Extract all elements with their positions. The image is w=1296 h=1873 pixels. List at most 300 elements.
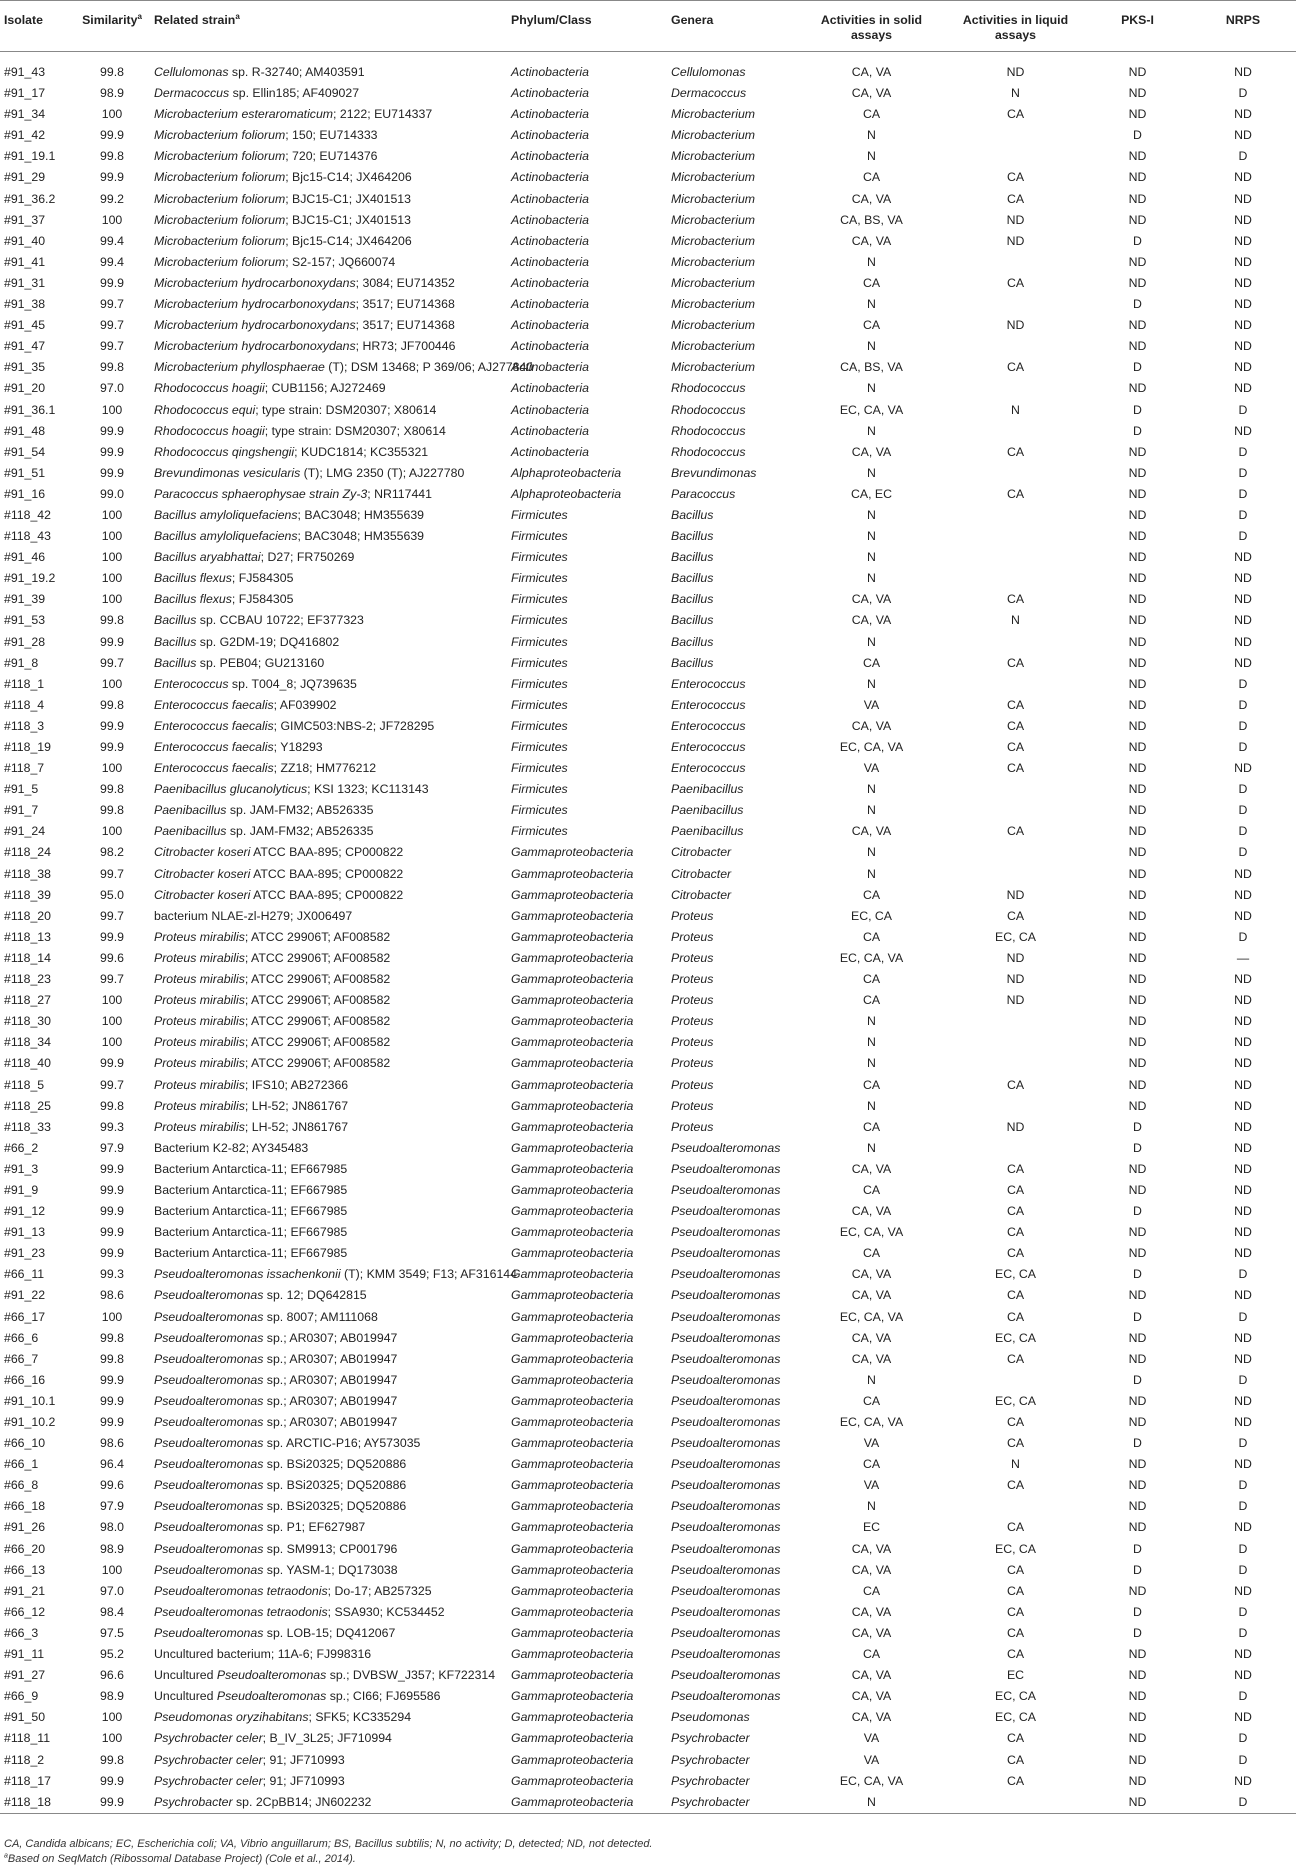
phylum-cell: Gammaproteobacteria: [511, 1457, 634, 1472]
isolate-cell: #91_29: [4, 170, 46, 185]
liquid-assay-cell: CA: [1006, 1583, 1025, 1598]
nrps-cell: ND: [1234, 107, 1252, 122]
genera-cell: Pseudoalteromonas: [671, 1182, 781, 1197]
nrps-cell: ND: [1234, 65, 1252, 79]
solid-assay-cell: EC, CA: [851, 908, 892, 923]
similarity-cell: 100: [101, 761, 123, 776]
table-row: [0, 1475, 1296, 1496]
phylum-cell: Gammaproteobacteria: [511, 1668, 634, 1683]
genera-cell: Pseudoalteromonas: [671, 1436, 781, 1451]
genera-cell: Psychrobacter: [667, 1792, 797, 1814]
solid-assay-cell: N: [867, 339, 876, 354]
isolate-cell: #66_11: [4, 1267, 45, 1282]
similarity-cell: 99.7: [100, 297, 124, 312]
table-row: [0, 568, 1296, 589]
liquid-assay-cell: CA: [1006, 592, 1025, 607]
liquid-assay-cell: ND: [1006, 212, 1025, 227]
liquid-assay-cell: [942, 1792, 1085, 1814]
genera-cell: Citrobacter: [671, 887, 732, 902]
similarity-cell: 99.8: [100, 1752, 124, 1767]
phylum-cell: Gammaproteobacteria: [511, 950, 634, 965]
nrps-cell: D: [1238, 402, 1248, 417]
related-strain-cell: Bacterium Antarctica-11; EF667985: [154, 1225, 348, 1240]
similarity-cell: 97.0: [100, 1583, 124, 1598]
isolate-cell: #91_7: [4, 803, 39, 818]
table-row: [0, 1201, 1296, 1222]
table-row: [0, 695, 1296, 716]
genera-cell: Microbacterium: [671, 318, 756, 333]
solid-assay-cell: N: [867, 529, 876, 544]
phylum-cell: Actinobacteria: [511, 423, 589, 438]
nrps-cell: D: [1238, 1752, 1248, 1767]
related-strain-cell: Pseudoalteromonas tetraodonis; Do-17; AB257325: [154, 1583, 432, 1598]
isolate-cell: #91_34: [4, 107, 46, 122]
isolate-cell: #91_10.2: [4, 1415, 56, 1429]
isolate-cell: #118_23: [4, 972, 51, 987]
liquid-assay-cell: [942, 1053, 1085, 1074]
similarity-cell: 100: [101, 1014, 123, 1029]
isolate-cell: #118_20: [4, 908, 51, 923]
genera-cell: Rhodococcus: [671, 423, 746, 438]
solid-assay-cell: CA: [862, 972, 881, 987]
nrps-cell: D: [1238, 782, 1248, 797]
pks-cell: ND: [1128, 571, 1147, 586]
similarity-cell: 100: [101, 993, 123, 1008]
liquid-assay-cell: ND: [1006, 1119, 1025, 1134]
pks-cell: ND: [1128, 908, 1147, 923]
similarity-cell: 99.9: [100, 1182, 124, 1197]
pks-cell: ND: [1128, 381, 1147, 396]
table-row: [0, 1349, 1296, 1370]
table-row: [0, 1264, 1296, 1285]
isolate-cell: #91_12: [4, 1204, 46, 1219]
nrps-cell: ND: [1234, 1710, 1252, 1725]
solid-assay-cell: CA, VA: [851, 824, 892, 839]
table-row: [0, 1159, 1296, 1180]
nrps-cell: ND: [1234, 360, 1252, 375]
related-strain-cell: Pseudoalteromonas sp.; AR0307; AB019947: [154, 1415, 398, 1429]
solid-assay-cell: N: [867, 866, 876, 881]
genera-cell: Bacillus: [671, 634, 714, 649]
table-row: [0, 146, 1296, 167]
solid-assay-cell: N: [867, 381, 876, 396]
isolate-cell: #118_43: [4, 529, 51, 544]
liquid-assay-cell: CA: [1006, 761, 1025, 776]
similarity-cell: 99.2: [100, 191, 124, 206]
solid-assay-cell: EC, CA, VA: [839, 402, 904, 417]
genera-cell: Pseudoalteromonas: [671, 1541, 781, 1556]
phylum-cell: Gammaproteobacteria: [511, 1562, 634, 1577]
genera-cell: Microbacterium: [671, 233, 756, 248]
phylum-cell: Firmicutes: [511, 613, 568, 628]
table-row: [0, 1602, 1296, 1623]
isolate-cell: #118_17: [4, 1773, 51, 1788]
similarity-cell: 99.7: [100, 972, 124, 987]
related-strain-cell: Proteus mirabilis; LH-52; JN861767: [154, 1098, 349, 1113]
genera-cell: Bacillus: [671, 550, 714, 565]
pks-cell: D: [1133, 128, 1142, 143]
nrps-cell: ND: [1234, 191, 1252, 206]
solid-assay-cell: N: [867, 1499, 876, 1514]
liquid-assay-cell: CA: [1006, 1478, 1025, 1493]
solid-assay-cell: EC, CA, VA: [839, 1309, 904, 1324]
table-row: [0, 1750, 1296, 1771]
liquid-assay-cell: CA: [1006, 1351, 1025, 1366]
isolate-cell: #91_11: [4, 1647, 45, 1662]
isolate-cell: #118_13: [4, 929, 51, 944]
liquid-assay-cell: ND: [1006, 65, 1025, 79]
header-nrps: NRPS: [1225, 13, 1261, 27]
nrps-cell: ND: [1234, 1668, 1252, 1683]
related-strain-cell: Proteus mirabilis; ATCC 29906T; AF008582: [154, 929, 391, 944]
table-footnotes: [4, 1837, 653, 1867]
similarity-cell: 99.0: [100, 486, 124, 501]
nrps-cell: ND: [1234, 233, 1252, 248]
genera-cell: Pseudoalteromonas: [671, 1225, 781, 1240]
isolate-cell: #118_14: [4, 950, 51, 965]
table-row: [0, 104, 1296, 125]
nrps-cell: D: [1238, 1604, 1248, 1619]
similarity-cell: 99.8: [100, 65, 124, 79]
nrps-cell: D: [1238, 1562, 1248, 1577]
nrps-cell: D: [1238, 486, 1248, 501]
solid-assay-cell: CA, VA: [851, 1668, 892, 1683]
related-strain-cell: Microbacterium foliorum; S2-157; JQ660074: [154, 254, 396, 269]
related-strain-cell: Enterococcus faecalis; Y18293: [154, 740, 323, 754]
liquid-assay-cell: [942, 505, 1085, 526]
genera-cell: Pseudoalteromonas: [671, 1267, 781, 1282]
pks-cell: ND: [1128, 529, 1147, 544]
pks-cell: ND: [1128, 107, 1147, 122]
pks-cell: ND: [1128, 1056, 1147, 1071]
similarity-cell: 100: [101, 212, 123, 227]
genera-cell: Rhodococcus: [671, 381, 746, 396]
related-strain-cell: Pseudoalteromonas tetraodonis; SSA930; KC534452: [154, 1604, 445, 1619]
table-row: [0, 610, 1296, 631]
related-strain-cell: Pseudoalteromonas sp.; AR0307; AB019947: [154, 1372, 398, 1387]
liquid-assay-cell: EC, CA: [995, 1393, 1036, 1408]
similarity-cell: 99.9: [100, 170, 124, 185]
table-row: [0, 1180, 1296, 1201]
pks-cell: ND: [1128, 845, 1147, 860]
related-strain-cell: Rhodococcus qingshengii; KUDC1814; KC355321: [154, 444, 429, 459]
similarity-cell: 100: [101, 402, 123, 417]
table-row: [0, 210, 1296, 231]
nrps-cell: ND: [1234, 1014, 1252, 1029]
liquid-assay-cell: EC, CA: [995, 1710, 1036, 1725]
phylum-cell: Firmicutes: [511, 740, 568, 754]
liquid-assay-cell: CA: [1006, 1161, 1025, 1176]
isolate-cell: #118_1: [4, 676, 45, 691]
table-row: [0, 1117, 1296, 1138]
genera-cell: Pseudoalteromonas: [671, 1246, 781, 1261]
phylum-cell: Firmicutes: [511, 697, 568, 712]
solid-assay-cell: N: [867, 803, 876, 818]
header-similarity: Similarity$^a$: [82, 11, 142, 27]
similarity-cell: 99.9: [100, 1204, 124, 1219]
pks-cell: D: [1133, 297, 1142, 312]
table-row: [0, 969, 1296, 990]
related-strain-cell: Enterococcus faecalis; ZZ18; HM776212: [154, 761, 377, 776]
pks-cell: ND: [1128, 887, 1147, 902]
liquid-assay-cell: CA: [1006, 486, 1025, 501]
table-row: [0, 800, 1296, 821]
isolate-cell: #91_46: [4, 550, 46, 565]
related-strain-cell: Bacterium Antarctica-11; EF667985: [154, 1204, 348, 1219]
solid-assay-cell: CA, VA: [851, 1689, 892, 1704]
genera-cell: Microbacterium: [671, 339, 756, 354]
isolate-cell: #91_8: [4, 655, 39, 670]
solid-assay-cell: CA: [862, 1583, 881, 1598]
table-row: [0, 1496, 1296, 1517]
table-row: [0, 632, 1296, 653]
pks-cell: ND: [1128, 486, 1147, 501]
table-row: [0, 1370, 1296, 1391]
solid-assay-cell: CA, VA: [851, 191, 892, 206]
header-liquid-assays: Activities in liquid assays: [962, 13, 1069, 42]
solid-assay-cell: CA: [862, 1457, 881, 1472]
related-strain-cell: Pseudoalteromonas issachenkonii (T); KMM 3549; F13; AF316144: [154, 1267, 517, 1282]
isolate-cell: #91_53: [4, 613, 46, 628]
table-row: [0, 547, 1296, 568]
solid-assay-cell: N: [867, 507, 876, 522]
solid-assay-cell: VA: [863, 1436, 880, 1451]
related-strain-cell: Microbacterium phyllosphaerae (T); DSM 13468; P 369/06; AJ277840: [154, 360, 534, 375]
pks-cell: D: [1133, 1204, 1142, 1219]
liquid-assay-cell: [942, 842, 1085, 863]
genera-cell: Pseudoalteromonas: [671, 1668, 781, 1683]
isolate-cell: #118_4: [4, 697, 45, 712]
genera-cell: Bacillus: [671, 592, 714, 607]
nrps-cell: ND: [1234, 318, 1252, 333]
solid-assay-cell: EC, CA, VA: [839, 1773, 904, 1788]
related-strain-cell: Microbacterium foliorum; Bjc15-C14; JX464206: [154, 170, 412, 185]
pks-cell: D: [1133, 1625, 1142, 1640]
related-strain-cell: Microbacterium hydrocarbonoxydans; HR73; JF700446: [154, 339, 456, 354]
phylum-cell: Firmicutes: [511, 571, 568, 586]
isolate-cell: #66_1: [4, 1457, 39, 1472]
phylum-cell: Gammaproteobacteria: [511, 1098, 634, 1113]
genera-cell: Proteus: [671, 1014, 714, 1029]
related-strain-cell: Microbacterium esteraromaticum; 2122; EU714337: [154, 107, 433, 122]
solid-assay-cell: N: [867, 634, 876, 649]
genera-cell: Citrobacter: [671, 845, 732, 860]
nrps-cell: D: [1238, 676, 1248, 691]
solid-assay-cell: N: [867, 1372, 876, 1387]
phylum-cell: Gammaproteobacteria: [511, 1647, 634, 1662]
phylum-cell: Gammaproteobacteria: [511, 1625, 634, 1640]
pks-cell: ND: [1128, 1752, 1147, 1767]
genera-cell: Cellulomonas: [671, 65, 746, 79]
similarity-cell: 99.8: [100, 1330, 124, 1345]
phylum-cell: Actinobacteria: [511, 233, 589, 248]
related-strain-cell: Proteus mirabilis; ATCC 29906T; AF008582: [154, 1014, 391, 1029]
table-row: [0, 674, 1296, 695]
table-row: [0, 52, 1296, 84]
liquid-assay-cell: CA: [1006, 1562, 1025, 1577]
nrps-cell: D: [1238, 1267, 1248, 1282]
pks-cell: D: [1133, 1309, 1142, 1324]
phylum-cell: Gammaproteobacteria: [511, 1499, 634, 1514]
phylum-cell: Gammaproteobacteria: [511, 1393, 634, 1408]
isolate-cell: #91_16: [4, 486, 46, 501]
isolate-cell: #66_3: [4, 1625, 39, 1640]
liquid-assay-cell: [942, 1370, 1085, 1391]
nrps-cell: ND: [1234, 1161, 1252, 1176]
solid-assay-cell: CA, VA: [851, 65, 892, 79]
phylum-cell: Gammaproteobacteria: [511, 1035, 634, 1050]
table-row: [0, 294, 1296, 315]
table-row: [0, 653, 1296, 674]
table-row: [0, 125, 1296, 146]
nrps-cell: D: [1238, 697, 1248, 712]
nrps-cell: D: [1238, 444, 1248, 459]
related-strain-cell: Paracoccus sphaerophysae strain Zy-3; NR117441: [154, 486, 432, 501]
isolate-cell: #66_7: [4, 1351, 39, 1366]
liquid-assay-cell: CA: [1006, 697, 1025, 712]
similarity-cell: 96.6: [100, 1668, 124, 1683]
nrps-cell: ND: [1234, 339, 1252, 354]
isolate-cell: #118_30: [4, 1014, 51, 1029]
nrps-cell: D: [1238, 824, 1248, 839]
nrps-cell: ND: [1234, 571, 1252, 586]
header-related-strain: Related strain$^a$: [154, 11, 240, 27]
similarity-cell: 98.6: [100, 1436, 124, 1451]
table-row: [0, 779, 1296, 800]
pks-cell: ND: [1128, 993, 1147, 1008]
liquid-assay-cell: [942, 1011, 1085, 1032]
genera-cell: Microbacterium: [671, 254, 756, 269]
table-row: [0, 1539, 1296, 1560]
liquid-assay-cell: EC, CA: [995, 1689, 1036, 1704]
isolate-cell: #91_21: [4, 1583, 46, 1598]
nrps-cell: ND: [1234, 170, 1252, 185]
genera-cell: Proteus: [671, 1077, 714, 1092]
pks-cell: D: [1133, 402, 1142, 417]
pks-cell: ND: [1128, 170, 1147, 185]
nrps-cell: ND: [1234, 1204, 1252, 1219]
nrps-cell: D: [1238, 465, 1248, 480]
genera-cell: Pseudoalteromonas: [671, 1351, 781, 1366]
isolate-cell: #118_33: [4, 1119, 51, 1134]
isolate-cell: #66_10: [4, 1436, 46, 1451]
genera-cell: Rhodococcus: [671, 402, 746, 417]
nrps-cell: D: [1238, 1436, 1248, 1451]
isolate-cell: #91_20: [4, 381, 46, 396]
pks-cell: ND: [1128, 86, 1147, 101]
similarity-cell: 97.9: [100, 1499, 124, 1514]
similarity-cell: 99.4: [100, 254, 124, 269]
pks-cell: ND: [1128, 1415, 1147, 1429]
table-row: [0, 505, 1296, 526]
similarity-cell: 98.9: [100, 86, 124, 101]
similarity-cell: 99.7: [100, 1077, 124, 1092]
nrps-cell: D: [1238, 1625, 1248, 1640]
solid-assay-cell: N: [867, 1014, 876, 1029]
similarity-cell: 98.2: [100, 845, 124, 860]
liquid-assay-cell: ND: [1006, 887, 1025, 902]
genera-cell: Pseudoalteromonas: [671, 1625, 781, 1640]
similarity-cell: 99.9: [100, 740, 124, 754]
genera-cell: Microbacterium: [671, 149, 756, 164]
table-row: [0, 1644, 1296, 1665]
phylum-cell: Firmicutes: [511, 507, 568, 522]
related-strain-cell: Proteus mirabilis; LH-52; JN861767: [154, 1119, 349, 1134]
solid-assay-cell: N: [867, 423, 876, 438]
genera-cell: Pseudoalteromonas: [671, 1161, 781, 1176]
solid-assay-cell: CA: [862, 1119, 881, 1134]
liquid-assay-cell: CA: [1006, 824, 1025, 839]
phylum-cell: Firmicutes: [511, 803, 568, 818]
pks-cell: D: [1133, 233, 1142, 248]
solid-assay-cell: CA, VA: [851, 1710, 892, 1725]
solid-assay-cell: CA, VA: [851, 1161, 892, 1176]
liquid-assay-cell: CA: [1006, 718, 1025, 733]
nrps-cell: ND: [1234, 1035, 1252, 1050]
related-strain-cell: Pseudoalteromonas sp.; AR0307; AB019947: [154, 1351, 398, 1366]
solid-assay-cell: N: [867, 297, 876, 312]
header-solid-assays: Activities in solid assays: [820, 13, 923, 42]
similarity-cell: 98.0: [100, 1520, 124, 1535]
table-row: [0, 1792, 1296, 1814]
related-strain-cell: Pseudoalteromonas sp. LOB-15; DQ412067: [154, 1625, 396, 1640]
phylum-cell: Gammaproteobacteria: [511, 993, 634, 1008]
nrps-cell: D: [1238, 1689, 1248, 1704]
similarity-cell: 99.9: [100, 634, 124, 649]
isolate-cell: #91_37: [4, 212, 46, 227]
nrps-cell: ND: [1234, 423, 1252, 438]
genera-cell: Bacillus: [671, 507, 714, 522]
liquid-assay-cell: ND: [1006, 318, 1025, 333]
related-strain-cell: Bacillus amyloliquefaciens; BAC3048; HM355639: [154, 529, 425, 544]
nrps-cell: D: [1238, 529, 1248, 544]
nrps-cell: D: [1238, 718, 1248, 733]
phylum-cell: Actinobacteria: [511, 170, 589, 185]
phylum-cell: Actinobacteria: [511, 360, 589, 375]
liquid-assay-cell: ND: [1006, 972, 1025, 987]
phylum-cell: Actinobacteria: [511, 297, 589, 312]
table-row: [0, 990, 1296, 1011]
pks-cell: D: [1133, 1372, 1142, 1387]
similarity-cell: 99.9: [100, 718, 124, 733]
isolate-cell: #91_19.2: [4, 571, 56, 586]
isolate-cell: #118_24: [4, 845, 51, 860]
nrps-cell: ND: [1234, 1288, 1252, 1303]
solid-assay-cell: VA: [863, 697, 880, 712]
solid-assay-cell: N: [867, 1140, 876, 1155]
phylum-cell: Actinobacteria: [511, 318, 589, 333]
isolate-cell: #91_28: [4, 634, 46, 649]
header-pks: PKS-I: [1121, 13, 1154, 27]
related-strain-cell: Bacterium Antarctica-11; EF667985: [154, 1182, 348, 1197]
isolate-cell: #91_41: [4, 254, 46, 269]
related-strain-cell: Bacillus sp. G2DM-19; DQ416802: [154, 634, 340, 649]
isolate-cell: #91_17: [4, 86, 46, 101]
solid-assay-cell: CA, VA: [851, 1267, 892, 1282]
pks-cell: ND: [1128, 1583, 1147, 1598]
nrps-cell: ND: [1234, 866, 1252, 881]
genera-cell: Pseudoalteromonas: [671, 1689, 781, 1704]
phylum-cell: Gammaproteobacteria: [511, 1583, 634, 1598]
liquid-assay-cell: N: [1011, 613, 1020, 628]
solid-assay-cell: N: [867, 550, 876, 565]
isolate-cell: #118_3: [4, 718, 45, 733]
table-row: [0, 1707, 1296, 1728]
pks-cell: ND: [1128, 1478, 1147, 1493]
liquid-assay-cell: N: [1011, 1457, 1020, 1472]
table-row: [0, 1412, 1296, 1433]
related-strain-cell: Uncultured Pseudoalteromonas sp.; DVBSW_J357; KF722314: [154, 1668, 496, 1683]
